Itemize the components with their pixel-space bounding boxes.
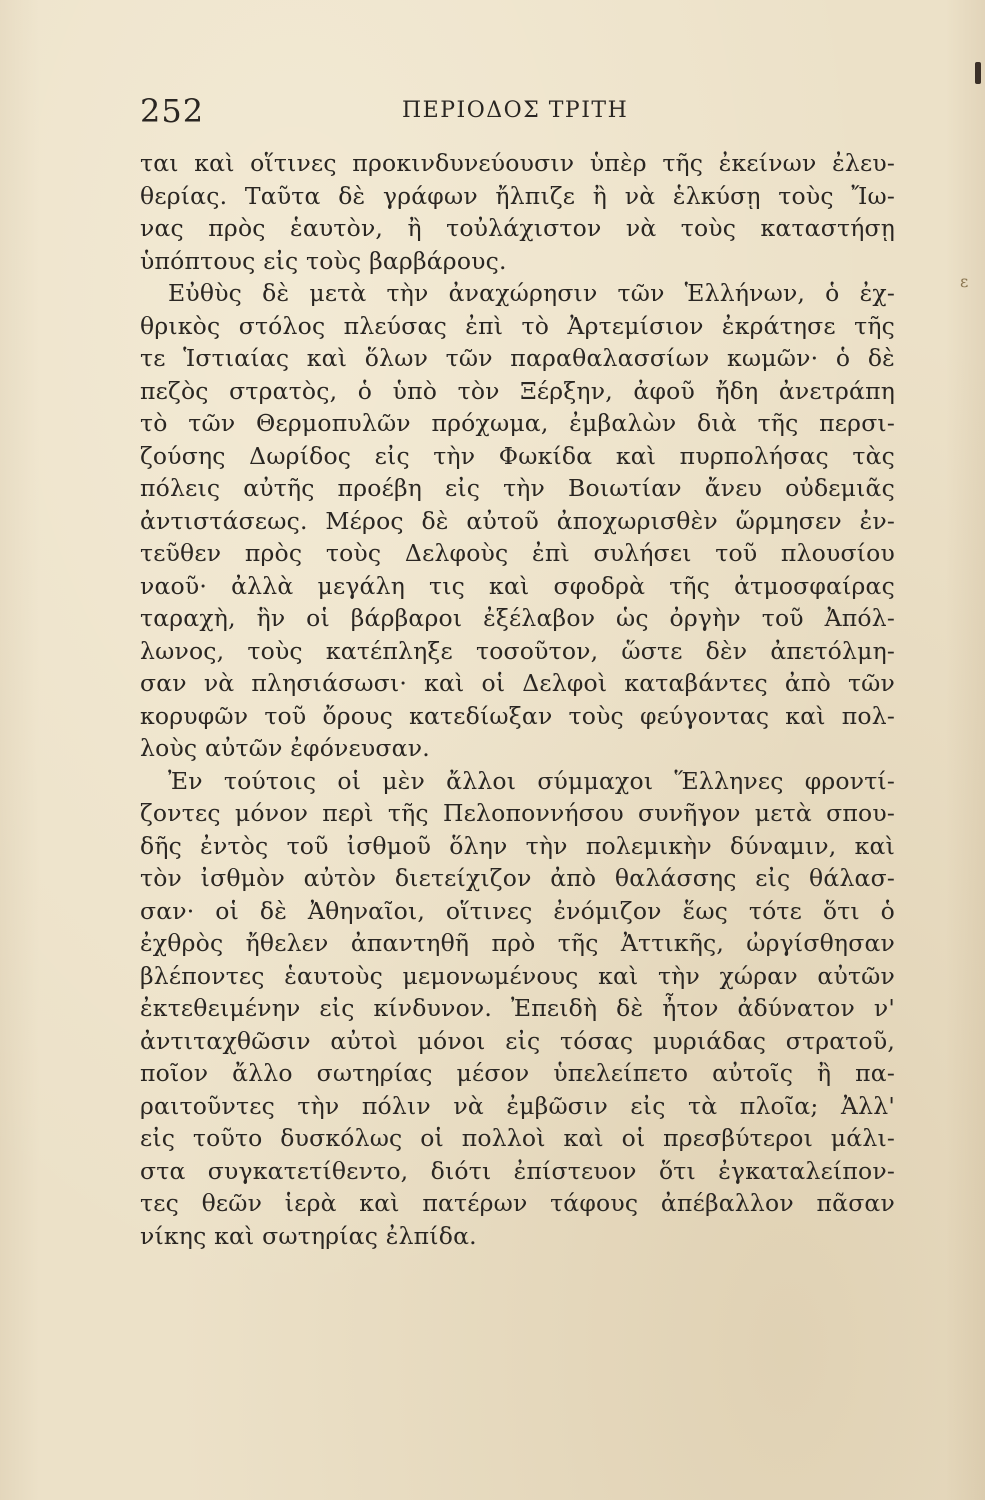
text-line: ραιτοῦντες τὴν πόλιν νὰ ἐμβῶσιν εἰς τὰ πλοῖα; Ἀλλ' [140,1091,895,1120]
text-line: νας πρὸς ἑαυτὸν, ἢ τοὐλάχιστον νὰ τοὺς καταστήσῃ [140,214,895,242]
text-line: πεζὸς στρατὸς, ὁ ὑπὸ τὸν Ξέρξην, ἀφοῦ ἤδη ἀνετράπη [140,376,895,405]
text-line: σαν· οἱ δὲ Ἀθηναῖοι, οἵτινες ἐνόμιζον ἕως τότε ὅτι ὁ [140,896,895,925]
page-header [140,92,895,136]
text-line: θερίας. Ταῦτα δὲ γράφων ἤλπιζε ἢ νὰ ἑλκύσῃ τοὺς Ἴω- [140,181,895,210]
body-text [140,147,895,1252]
text-line: ται καὶ οἵτινες προκινδυνεύουσιν ὑπὲρ τῆς ἐκείνων ἐλευ- [140,149,895,177]
text-line: πόλεις αὐτῆς προέβη εἰς τὴν Βοιωτίαν ἄνευ οὐδεμιᾶς [140,474,895,502]
text-line: τε Ἱστιαίας καὶ ὅλων τῶν παραθαλασσίων κωμῶν· ὁ δὲ [140,344,895,372]
text-line: τες θεῶν ἱερὰ καὶ πατέρων τάφους ἀπέβαλλον πᾶσαν [140,1189,895,1217]
text-line: ἐχθρὸς ἤθελεν ἀπαντηθῆ πρὸ τῆς Ἀττικῆς, ὠργίσθησαν [140,929,895,957]
text-line: εἰς τοῦτο δυσκόλως οἱ πολλοὶ καὶ οἱ πρεσβύτεροι μάλι- [140,1124,895,1152]
text-line: Εὐθὺς δὲ μετὰ τὴν ἀναχώρησιν τῶν Ἑλλήνων, ὁ ἐχ- [168,279,895,307]
text-line: τὸν ἰσθμὸν αὐτὸν διετείχιζον ἀπὸ θαλάσσης εἰς θάλασ- [140,864,895,892]
text-line: στα συγκατετίθεντο, διότι ἐπίστευον ὅτι ἐγκαταλείπον- [140,1156,895,1185]
running-head: ΠΕΡΙΟΔΟΣ ΤΡΙΤΗ [402,98,629,123]
text-line: θρικὸς στόλος πλεύσας ἐπὶ τὸ Ἀρτεμίσιον ἐκράτησε τῆς [140,311,895,340]
text-line: λωνος, τοὺς κατέπληξε τοσοῦτον, ὥστε δὲν ἀπετόλμη- [140,636,895,665]
text-line: δῆς ἐντὸς τοῦ ἰσθμοῦ ὅλην τὴν πολεμικὴν δύναμιν, καὶ [140,831,895,860]
text-line: ποῖον ἄλλο σωτηρίας μέσον ὑπελείπετο αὐτοῖς ἢ πα- [140,1059,895,1087]
page-number: 252 [140,92,205,130]
text-line: σαν νὰ πλησιάσωσι· καὶ οἱ Δελφοὶ καταβάντες ἀπὸ τῶν [140,669,895,697]
text-line: ἀντιστάσεως. Μέρος δὲ αὐτοῦ ἀποχωρισθὲν ὥρμησεν ἐν- [140,506,895,535]
text-line: ζούσης Δωρίδος εἰς τὴν Φωκίδα καὶ πυρπολήσας τὰς [140,441,895,470]
page-edge-mark [975,62,981,84]
text-line: ὑπόπτους εἰς τοὺς βαρβάρους. [140,246,507,275]
text-line: ζοντες μόνον περὶ τῆς Πελοποννήσου συνῆγον μετὰ σπου- [140,799,895,827]
text-line: ναοῦ· ἀλλὰ μεγάλη τις καὶ σφοδρὰ τῆς ἀτμοσφαίρας [140,571,895,600]
text-line: λοὺς αὐτῶν ἐφόνευσαν. [140,734,430,762]
text-line: ἀντιταχθῶσιν αὐτοὶ μόνοι εἰς τόσας μυριάδας στρατοῦ, [140,1026,895,1055]
text-line: Ἐν τούτοις οἱ μὲν ἄλλοι σύμμαχοι Ἕλληνες φροντί- [168,766,895,795]
text-line: ταραχὴ, ἣν οἱ βάρβαροι ἐξέλαβον ὡς ὀργὴν τοῦ Ἀπόλ- [140,604,895,632]
text-line: τὸ τῶν Θερμοπυλῶν πρόχωμα, ἐμβαλὼν διὰ τῆς περσι- [140,409,895,437]
text-line: ἐκτεθειμένην εἰς κίνδυνον. Ἐπειδὴ δὲ ἦτον ἀδύνατον ν' [140,994,895,1022]
margin-pencil-mark: ε [960,272,969,291]
text-line: νίκης καὶ σωτηρίας ἐλπίδα. [140,1221,477,1250]
text-line: βλέποντες ἑαυτοὺς μεμονωμένους καὶ τὴν χώραν αὐτῶν [140,961,895,990]
text-line: τεῦθεν πρὸς τοὺς Δελφοὺς ἐπὶ συλήσει τοῦ πλουσίου [140,539,895,567]
text-line: κορυφῶν τοῦ ὄρους κατεδίωξαν τοὺς φεύγοντας καὶ πολ- [140,701,895,730]
